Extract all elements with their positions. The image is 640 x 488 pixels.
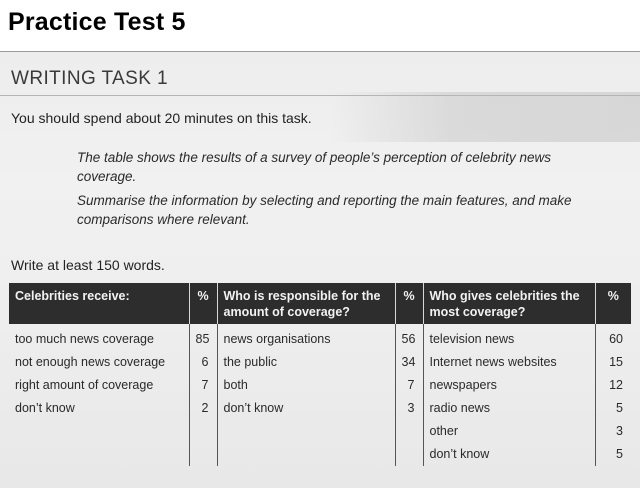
table-cell: don’t know	[15, 401, 75, 415]
table-cell: 56	[395, 324, 423, 351]
word-count-instruction: Write at least 150 words.	[11, 257, 165, 273]
table-cell: 7	[189, 374, 217, 397]
scan-shadow	[330, 92, 640, 142]
table-cell	[217, 443, 395, 466]
column-header: %	[395, 283, 423, 324]
table-row	[9, 443, 631, 466]
table-cell: too much news coverage	[15, 332, 154, 346]
table-cell: other	[423, 420, 595, 443]
table-cell	[395, 420, 423, 443]
table-cell: 5	[595, 397, 631, 420]
table-cell: Internet news websites	[423, 351, 595, 374]
task-instruction: Summarise the information by selecting and reporting the main features, and make comparisons where relevant.	[77, 193, 572, 227]
table-cell: the public	[217, 351, 395, 374]
table-cell	[189, 443, 217, 466]
table-cell: television news	[423, 324, 595, 351]
table-cell: 5	[595, 443, 631, 466]
table-cell: don’t know	[217, 397, 395, 420]
table-cell: radio news	[423, 397, 595, 420]
column-header: Who gives celebrities the most coverage?	[423, 283, 595, 324]
page-title: Practice Test 5	[8, 8, 186, 36]
table-cell: 12	[595, 374, 631, 397]
column-header: Celebrities receive:	[9, 283, 189, 324]
table-cell: right amount of coverage	[15, 378, 154, 392]
table-cell: 2	[189, 397, 217, 420]
table-cell: news organisations	[217, 324, 395, 351]
table-header-row	[9, 283, 631, 324]
scanned-page	[0, 52, 640, 488]
column-header: Who is responsible for the amount of coverage?	[217, 283, 395, 324]
table-row	[9, 397, 631, 420]
column-header: %	[595, 283, 631, 324]
table-cell: 60	[595, 324, 631, 351]
table-row	[9, 374, 631, 397]
survey-results-table	[9, 283, 631, 466]
time-instruction: You should spend about 20 minutes on this task.	[11, 110, 312, 126]
task-description: The table shows the results of a survey of people’s perception of celebrity news coverage.	[77, 150, 552, 184]
table-cell: newspapers	[423, 374, 595, 397]
table-cell: 3	[595, 420, 631, 443]
table-cell: 85	[189, 324, 217, 351]
table-cell: 6	[189, 351, 217, 374]
table-cell: 15	[595, 351, 631, 374]
table-cell: 7	[395, 374, 423, 397]
table-cell	[9, 443, 189, 466]
table-cell: not enough news coverage	[15, 355, 166, 369]
table-row	[9, 420, 631, 443]
column-header: %	[189, 283, 217, 324]
table-cell: both	[217, 374, 395, 397]
table-row	[9, 324, 631, 351]
page-header	[0, 0, 640, 52]
table-cell	[9, 420, 189, 443]
table-cell: 3	[395, 397, 423, 420]
heading-divider	[0, 95, 640, 96]
table-cell	[217, 420, 395, 443]
table-cell	[189, 420, 217, 443]
table-row	[9, 351, 631, 374]
table-cell: 34	[395, 351, 423, 374]
task-heading: WRITING TASK 1	[11, 68, 168, 89]
table-cell: don’t know	[423, 443, 595, 466]
table-cell	[395, 443, 423, 466]
